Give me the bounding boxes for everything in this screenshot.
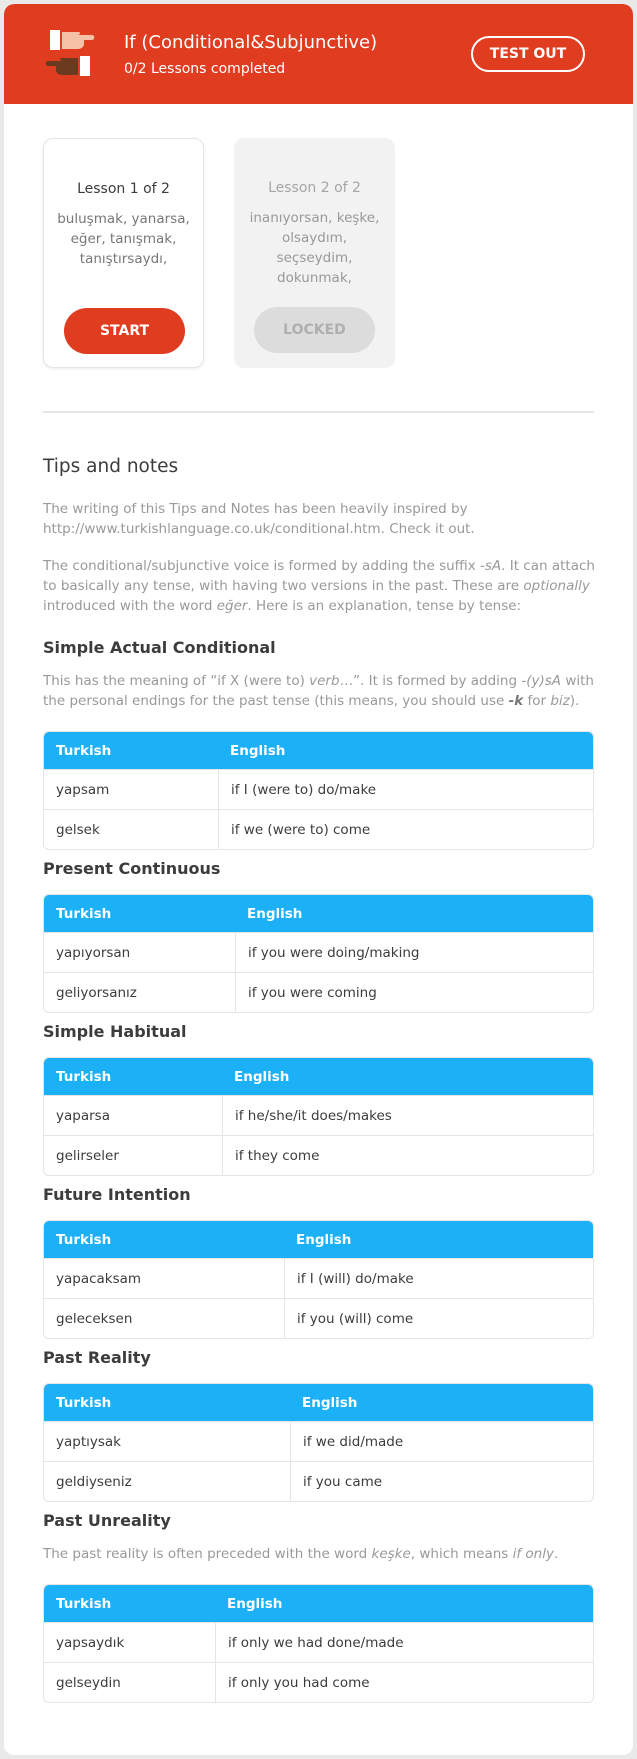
column-header: English (284, 1221, 593, 1258)
table-header-row (44, 1058, 593, 1095)
conjugation-table (43, 731, 594, 850)
table-row (44, 1258, 593, 1298)
table-header-row (44, 732, 593, 769)
section-heading: Past Unreality (43, 1511, 171, 1530)
english-cell: if they come (222, 1135, 593, 1175)
table-row (44, 1095, 593, 1135)
english-cell: if we did/made (290, 1421, 593, 1461)
conjugation-table (43, 1220, 594, 1339)
test-out-button[interactable]: TEST OUT (471, 36, 585, 72)
start-button[interactable]: START (64, 308, 185, 354)
skill-header (4, 4, 633, 104)
tips-intro-paragraph: The writing of this Tips and Notes has been heavily inspired by http://www.turkishlanguage.co.uk/conditional.htm. Check it out. (43, 501, 475, 537)
turkish-cell: gelsek (44, 809, 218, 849)
skill-title: If (Conditional&Subjunctive) (124, 32, 378, 53)
table-row (44, 972, 593, 1012)
table-header-row (44, 895, 593, 932)
divider (43, 411, 594, 413)
section-heading: Future Intention (43, 1185, 191, 1204)
column-header: Turkish (44, 895, 235, 932)
lesson-words: buluşmak, yanarsa, eğer, tanışmak, tanıştırsaydı, (57, 211, 190, 267)
table-header-row (44, 1585, 593, 1622)
tips-title: Tips and notes (43, 456, 179, 477)
locked-button: LOCKED (254, 307, 375, 353)
section-heading: Simple Actual Conditional (43, 638, 276, 657)
turkish-cell: yapacaksam (44, 1258, 284, 1298)
lesson-words: inanıyorsan, keşke, olsaydım, seçseydim, dokunmak, (249, 210, 380, 286)
english-cell: if he/she/it does/makes (222, 1095, 593, 1135)
turkish-cell: yapsam (44, 769, 218, 809)
english-cell: if you (will) come (284, 1298, 593, 1338)
column-header: English (222, 1058, 593, 1095)
turkish-cell: yaparsa (44, 1095, 222, 1135)
table-row (44, 1622, 593, 1662)
english-cell: if only you had come (215, 1662, 593, 1702)
column-header: English (290, 1384, 593, 1421)
turkish-cell: yapsaydık (44, 1622, 215, 1662)
table-row (44, 1298, 593, 1338)
table-row (44, 932, 593, 972)
column-header: Turkish (44, 1384, 290, 1421)
english-cell: if you were doing/making (235, 932, 593, 972)
turkish-cell: geliyorsanız (44, 972, 235, 1012)
lesson-card-1 (43, 138, 204, 368)
table-row (44, 1461, 593, 1501)
lessons-progress: 0/2 Lessons completed (124, 61, 286, 77)
table-header-row (44, 1221, 593, 1258)
turkish-cell: geleceksen (44, 1298, 284, 1338)
column-header: Turkish (44, 1058, 222, 1095)
turkish-cell: yaptıysak (44, 1421, 290, 1461)
section-note: This has the meaning of “if X (were to) verb…”. It is formed by adding -(y)sA with the personal endings for the past tense (this means, you should use -k for biz). (43, 673, 594, 709)
section-heading: Present Continuous (43, 859, 221, 878)
column-header: Turkish (44, 732, 218, 769)
english-cell: if only we had done/made (215, 1622, 593, 1662)
english-cell: if you were coming (235, 972, 593, 1012)
column-header: English (235, 895, 593, 932)
table-header-row (44, 1384, 593, 1421)
column-header: English (215, 1585, 593, 1622)
column-header: Turkish (44, 1585, 215, 1622)
english-cell: if you came (290, 1461, 593, 1501)
section-note: The past reality is often preceded with the word keşke, which means if only. (43, 1546, 559, 1562)
table-row (44, 769, 593, 809)
turkish-cell: gelirseler (44, 1135, 222, 1175)
lesson-card-2 (234, 138, 395, 368)
skill-card (4, 4, 633, 1755)
conjugation-table (43, 894, 594, 1013)
table-row (44, 809, 593, 849)
table-row (44, 1421, 593, 1461)
lesson-title: Lesson 1 of 2 (77, 181, 170, 197)
turkish-cell: gelseydin (44, 1662, 215, 1702)
conjugation-table (43, 1584, 594, 1703)
section-heading: Past Reality (43, 1348, 151, 1367)
turkish-cell: geldiyseniz (44, 1461, 290, 1501)
table-row (44, 1135, 593, 1175)
section-heading: Simple Habitual (43, 1022, 187, 1041)
conjugation-table (43, 1383, 594, 1502)
english-cell: if I (will) do/make (284, 1258, 593, 1298)
pointing-hand-icon (40, 26, 100, 82)
lesson-title: Lesson 2 of 2 (268, 180, 361, 196)
column-header: English (218, 732, 593, 769)
turkish-cell: yapıyorsan (44, 932, 235, 972)
conjugation-table (43, 1057, 594, 1176)
table-row (44, 1662, 593, 1702)
english-cell: if we (were to) come (218, 809, 593, 849)
tips-explanation-paragraph: The conditional/subjunctive voice is formed by adding the suffix -sA. It can attach to basically any tense, with having two versions in the past. These are optionally introduced with the word eğer. Here is an explanation, tense by tense: (43, 558, 595, 614)
column-header: Turkish (44, 1221, 284, 1258)
english-cell: if I (were to) do/make (218, 769, 593, 809)
